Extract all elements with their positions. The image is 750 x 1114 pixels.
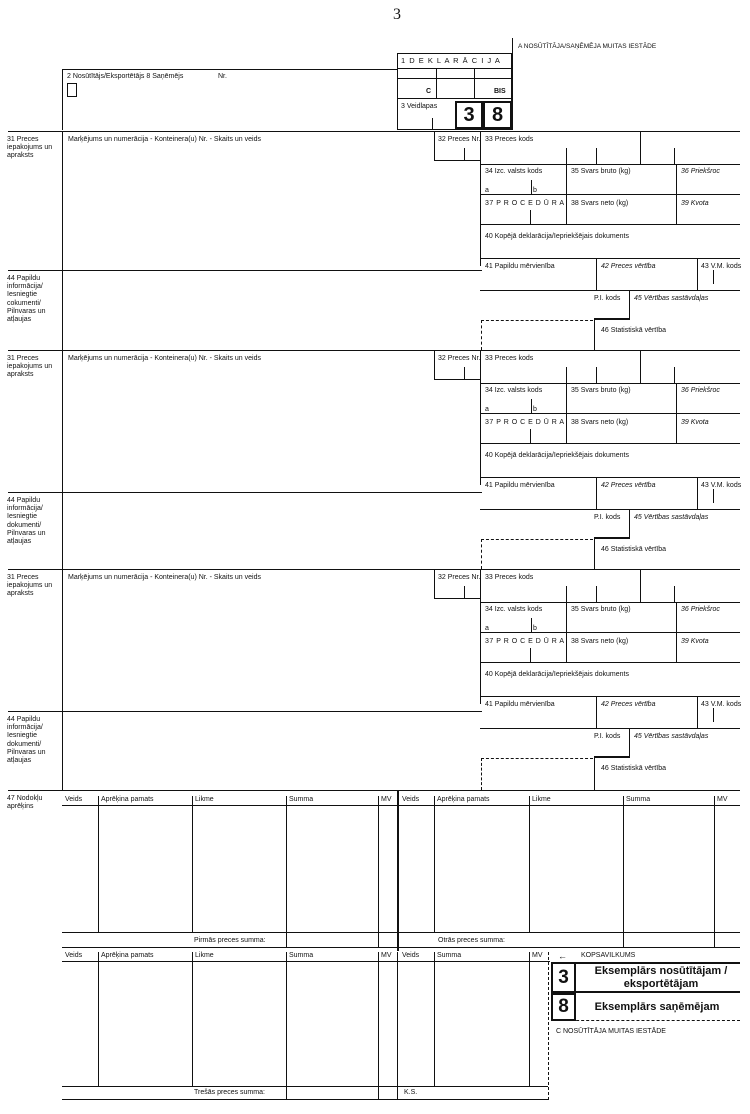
- box35-label: 35 Svars bruto (kg): [571, 168, 631, 175]
- pi-code-label: P.I. kods: [594, 733, 621, 740]
- box43-label: 43 V.M. kods: [701, 482, 742, 489]
- box36-label: 36 Priekšroc: [681, 387, 720, 394]
- box43-label: 43 V.M. kods: [701, 263, 742, 270]
- box33-label: 33 Preces kods: [485, 355, 534, 362]
- box44-label: 44 Papildu informācija/ Iesniegtie cokumenti/ Pilnvaras un atļaujas: [7, 275, 46, 324]
- box39-label: 39 Kvota: [681, 638, 709, 645]
- col-veids: Veids: [402, 796, 420, 803]
- col-pamats: Aprēķina pamats: [101, 952, 154, 959]
- box41-label: 41 Papildu mērvienība: [485, 482, 555, 489]
- col-summa: Summa: [289, 796, 314, 803]
- copy-8-number: 8: [551, 993, 576, 1021]
- marks-label: Marķējums un numerācija - Konteinera(u) Nr. - Skaits un veids: [68, 355, 261, 362]
- box33-label: 33 Preces kods: [485, 574, 534, 581]
- box44-label: 44 Papildu informācija/ Iesniegtie dokumenti/ Pilnvaras un atļaujas: [7, 497, 46, 546]
- box42-label: 42 Preces vērtība: [601, 263, 656, 270]
- forms-label: 3 Veidlapas: [401, 103, 438, 110]
- form-number-8: 8: [483, 101, 512, 129]
- box40-label: 40 Kopējā deklarācija/Iepriekšējais dokuments: [485, 671, 629, 678]
- box42-label: 42 Preces vērtība: [601, 482, 656, 489]
- col-summa: Summa: [289, 952, 314, 959]
- box38-label: 38 Svars neto (kg): [571, 200, 629, 207]
- form-number-3: 3: [455, 101, 483, 129]
- box38-label: 38 Svars neto (kg): [571, 638, 629, 645]
- box46-label: 46 Statistiskā vērtība: [601, 546, 666, 553]
- box34a-label: a: [485, 187, 489, 194]
- box36-label: 36 Priekšroc: [681, 168, 720, 175]
- copy-3-number: 3: [551, 962, 576, 993]
- box45-label: 45 Vērtības sastāvdaļas: [634, 514, 709, 521]
- box46-label: 46 Statistiskā vērtība: [601, 765, 666, 772]
- first-item-total: Pirmās preces summa:: [194, 937, 266, 944]
- declaration-bis: BIS: [494, 88, 506, 95]
- box43-label: 43 V.M. kods: [701, 701, 742, 708]
- box34-label: 34 Izc. valsts kods: [485, 387, 543, 394]
- declaration-title: 1 D E K L A R Ā C I J A: [401, 56, 501, 65]
- box45-label: 45 Vērtības sastāvdaļas: [634, 295, 709, 302]
- box37-label: 37 P R O C E D Ū R A: [485, 419, 565, 426]
- box35-label: 35 Svars bruto (kg): [571, 606, 631, 613]
- box31-label: 31 Preces iepakojums un apraksts: [7, 136, 53, 160]
- copy-8-text: Eksemplārs saņēmējam: [594, 1001, 720, 1013]
- col-mv: MV: [532, 952, 543, 959]
- box34a-label: a: [485, 625, 489, 632]
- customs-office-c-label: C NOSŪTĪTĀJA MUITAS IESTĀDE: [556, 1028, 666, 1035]
- box38-label: 38 Svars neto (kg): [571, 419, 629, 426]
- consignor-label: 2 Nosūtītājs/Eksportētājs 8 Saņēmējs: [67, 73, 184, 80]
- box37-label: 37 P R O C E D Ū R A: [485, 200, 565, 207]
- declaration-c: C: [426, 88, 432, 95]
- box35-label: 35 Svars bruto (kg): [571, 387, 631, 394]
- box37-label: 37 P R O C E D Ū R A: [485, 638, 565, 645]
- box41-label: 41 Papildu mērvienība: [485, 263, 555, 270]
- box42-label: 42 Preces vērtība: [601, 701, 656, 708]
- box33-label: 33 Preces kods: [485, 136, 534, 143]
- third-item-total: Trešās preces summa:: [194, 1089, 265, 1096]
- col-mv: MV: [717, 796, 728, 803]
- col-pamats: Aprēķina pamats: [101, 796, 154, 803]
- marks-label: Marķējums un numerācija - Konteinera(u) Nr. - Skaits un veids: [68, 136, 261, 143]
- col-summa: Summa: [437, 952, 462, 959]
- summary-label: KOPSAVILKUMS: [581, 952, 636, 959]
- box34b-label: b: [533, 625, 537, 632]
- box31-label: 31 Preces iepakojums un apraksts: [7, 355, 53, 379]
- box40-label: 40 Kopējā deklarācija/Iepriekšējais dokuments: [485, 452, 629, 459]
- box36-label: 36 Priekšroc: [681, 606, 720, 613]
- pi-code-label: P.I. kods: [594, 514, 621, 521]
- box39-label: 39 Kvota: [681, 200, 709, 207]
- col-veids: Veids: [402, 952, 420, 959]
- col-veids: Veids: [65, 796, 83, 803]
- pi-code-label: P.I. kods: [594, 295, 621, 302]
- box32-label: 32 Preces Nr.: [438, 136, 481, 143]
- col-summa: Summa: [626, 796, 651, 803]
- box32-label: 32 Preces Nr.: [438, 574, 481, 581]
- col-likme: Likme: [532, 796, 551, 803]
- box47-label: 47 Nodokļu aprēķins: [7, 795, 43, 811]
- box32-label: 32 Preces Nr.: [438, 355, 481, 362]
- ks-label: K.S.: [404, 1089, 418, 1096]
- second-item-total: Otrās preces summa:: [438, 937, 505, 944]
- number-label: Nr.: [218, 73, 227, 80]
- box41-label: 41 Papildu mērvienība: [485, 701, 555, 708]
- col-veids: Veids: [65, 952, 83, 959]
- box31-label: 31 Preces iepakojums un apraksts: [7, 574, 53, 598]
- col-likme: Likme: [195, 952, 214, 959]
- box34b-label: b: [533, 406, 537, 413]
- box34-label: 34 Izc. valsts kods: [485, 606, 543, 613]
- box34a-label: a: [485, 406, 489, 413]
- box34-label: 34 Izc. valsts kods: [485, 168, 543, 175]
- checkbox[interactable]: [67, 83, 77, 97]
- col-mv: MV: [381, 796, 392, 803]
- box40-label: 40 Kopējā deklarācija/Iepriekšējais dokuments: [485, 233, 629, 240]
- box45-label: 45 Vērtības sastāvdaļas: [634, 733, 709, 740]
- col-pamats: Aprēķina pamats: [437, 796, 490, 803]
- marks-label: Marķējums un numerācija - Konteinera(u) Nr. - Skaits un veids: [68, 574, 261, 581]
- box34b-label: b: [533, 187, 537, 194]
- copy-3-text: Eksemplārs nosūtītājam / eksportētājam: [594, 965, 728, 990]
- box44-label: 44 Papildu informācija/ Iesniegtie dokumenti/ Pilnvaras un atļaujas: [7, 716, 46, 765]
- arrow-icon: ←: [558, 951, 567, 961]
- col-mv: MV: [381, 952, 392, 959]
- col-likme: Likme: [195, 796, 214, 803]
- page-number: 3: [393, 6, 401, 23]
- customs-office-a-label: A NOSŪTĪTĀJA/SAŅĒMĒJA MUITAS IESTĀDE: [518, 43, 657, 50]
- box46-label: 46 Statistiskā vērtība: [601, 327, 666, 334]
- box39-label: 39 Kvota: [681, 419, 709, 426]
